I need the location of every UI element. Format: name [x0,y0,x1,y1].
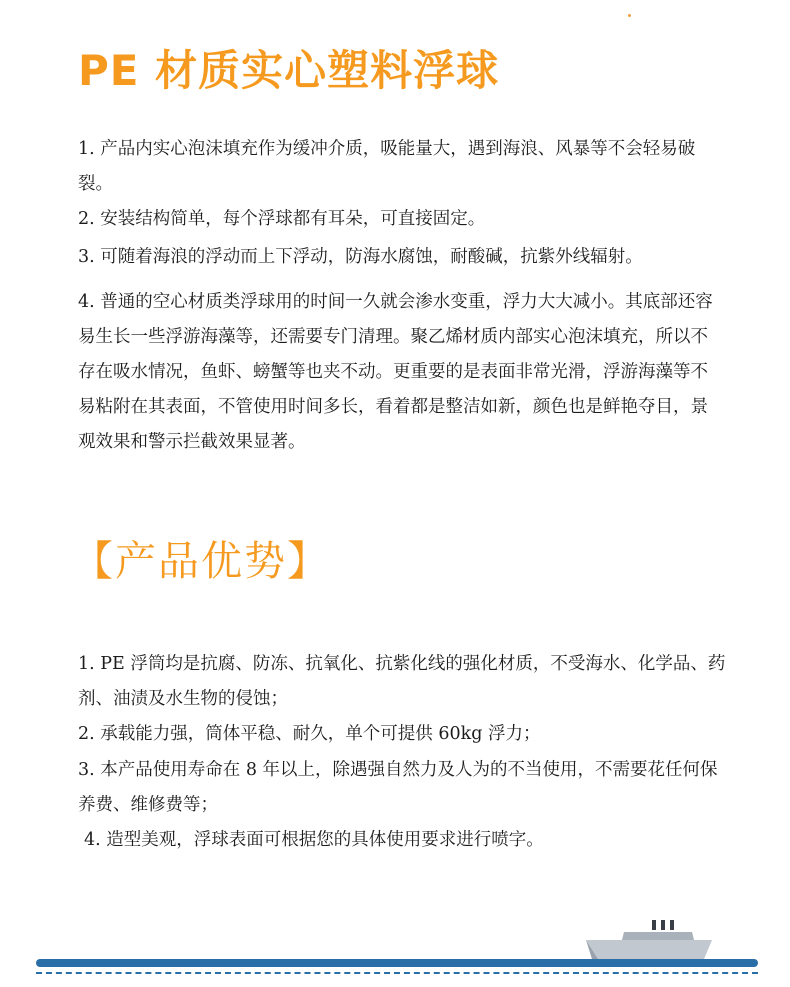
feature-item-1: 1. 产品内实心泡沫填充作为缓冲介质，吸能量大，遇到海浪、风暴等不会轻易破裂。 [78,139,696,194]
advantage-item-1: 1. PE 浮筒均是抗腐、防冻、抗氧化、抗紫化线的强化材质，不受海水、化学品、药剂、油渍及水生物的侵蚀； [78,654,726,709]
advantage-item-4: 4. 造型美观，浮球表面可根据您的具体使用要求进行喷字。 [84,830,544,850]
ship-cabin [622,932,694,940]
page-title: PE 材质实心塑料浮球 [78,46,500,95]
advantage-item-3: 3. 本产品使用寿命在 8 年以上，除遇强自然力及人为的不当使用，不需要花任何保养费、维修费等； [78,760,718,815]
feature-item-4: 4. 普通的空心材质类浮球用的时间一久就会渗水变重，浮力大大减小。其底部还容易生长一些浮游海藻等，还需要专门清理。聚乙烯材质内部实心泡沫填充，所以不存在吸水情况，鱼虾、螃蟹等也夹不动。更重要的是表面非常光滑，浮游海藻等不易粘附在其表面，不管使用时间多长，看着都是整洁如新，颜色也是鲜艳夺目，景观效果和警示拦截效果显著。 [78,292,713,452]
ship-funnel-1 [652,920,656,930]
decorative-dot [628,14,631,17]
ship-funnel-2 [661,920,665,930]
advantage-item-2: 2. 承载能力强，筒体平稳、耐久，单个可提供 60kg 浮力； [78,724,541,744]
ship-funnel-3 [670,920,674,930]
bottom-bar [36,959,758,967]
feature-item-2: 2. 安装结构简单，每个浮球都有耳朵，可直接固定。 [78,209,486,229]
advantages-heading: 【产品优势】 [72,537,330,585]
feature-item-3: 3. 可随着海浪的浮动而上下浮动，防海水腐蚀，耐酸碱，抗紫外线辐射。 [78,247,643,267]
ship-illustration [584,910,724,966]
ship-hull [586,940,712,959]
dashed-divider [36,972,758,974]
